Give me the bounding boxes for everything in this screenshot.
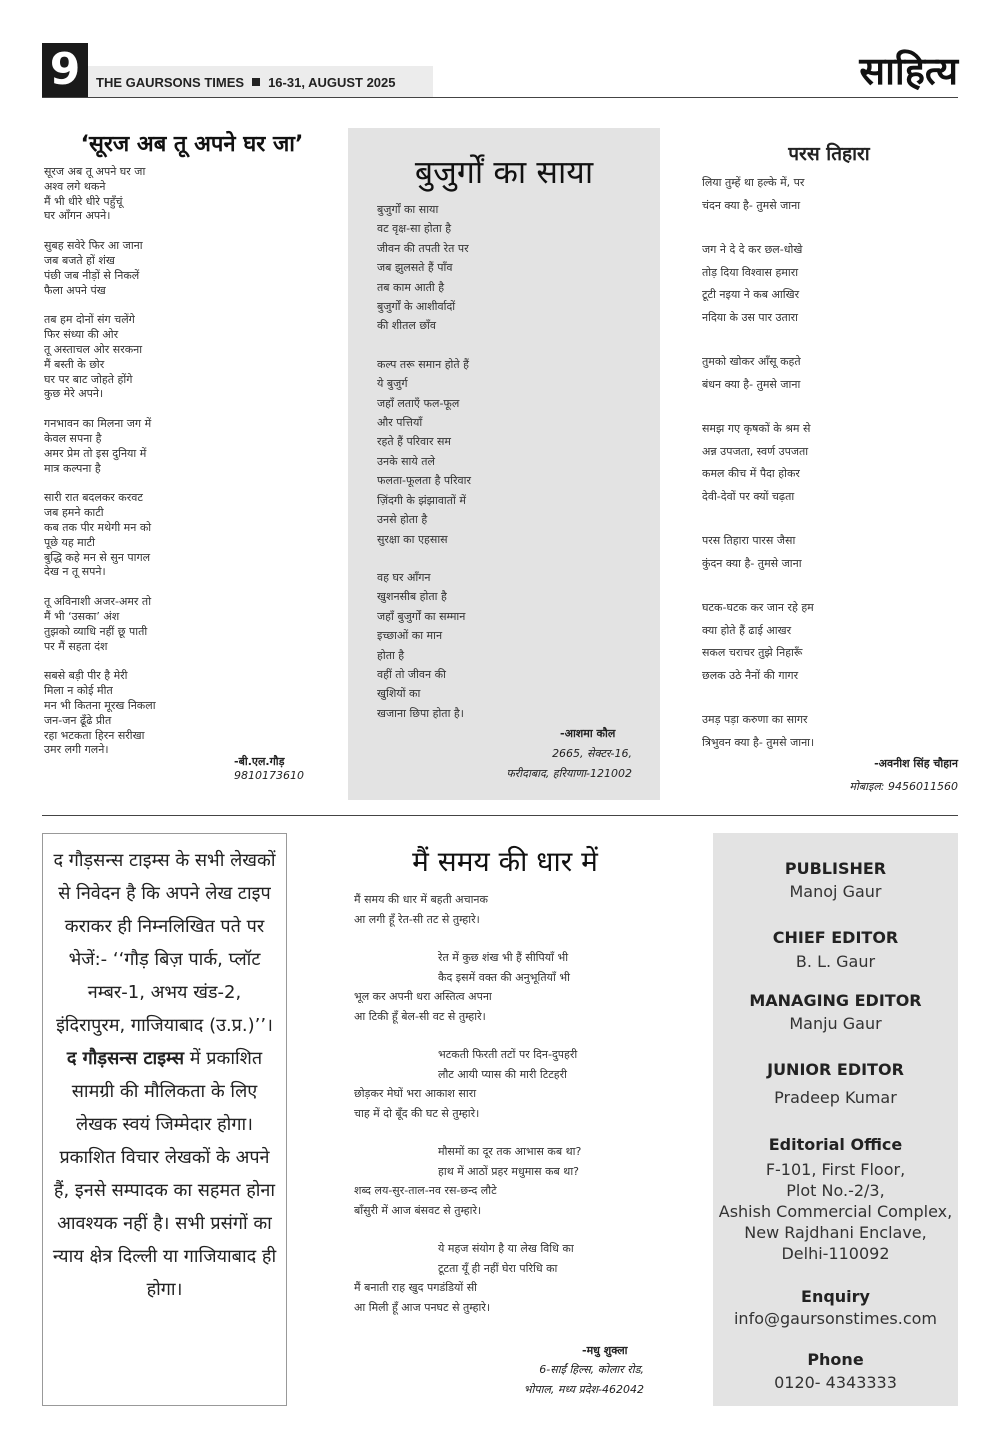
poem-line: तुमको खोकर आँसू कहते xyxy=(702,355,801,368)
poem-2-author: -आशमा कौल xyxy=(560,727,616,740)
poem-1-author: -बी.एल.गौड़ xyxy=(234,755,285,768)
poem-line: पंछी जब नीड़ों से निकलें xyxy=(44,268,140,282)
poem-line: उमर लगी गलने। xyxy=(44,743,109,757)
poem-line: उनके साये तले xyxy=(377,454,435,468)
poem-line: खजाना छिपा होता है। xyxy=(377,706,464,720)
phone-label: Phone xyxy=(807,1350,864,1369)
poem-line: मैं बस्ती के छोर xyxy=(44,357,105,371)
poem-line: पूछे यह माटी xyxy=(44,535,95,549)
poem-line: चाह में दो बूँद की घट से तुम्हारे। xyxy=(354,1106,480,1120)
poem-line: जब हमने काटी xyxy=(44,506,104,520)
poem-line: मात्र कल्पना है xyxy=(44,461,101,475)
poem-line: भूल कर अपनी धरा अस्तित्व अपना xyxy=(354,990,492,1003)
poem-3-body xyxy=(702,172,958,776)
poem-line: आ मिली हूँ आज पनघट से तुम्हारे। xyxy=(354,1300,490,1314)
poem-line: मिला न कोई मीत xyxy=(44,684,113,698)
poem-line: छलक उठे नैनों की गागर xyxy=(702,668,799,682)
poem-line: घर पर बाट जोहते होंगे xyxy=(44,372,133,386)
poem-line: जन-जन ढूँढे प्रीत xyxy=(44,713,112,727)
masthead xyxy=(96,75,396,90)
poem-line: मैं भी धीरे धीरे पहुँचूं xyxy=(44,194,123,208)
poem-line: वह घर आँगन xyxy=(377,570,431,584)
poem-line: ज़िंदगी के झंझावातों में xyxy=(377,493,466,507)
separator-square-icon xyxy=(252,78,260,86)
stanza xyxy=(354,1045,654,1123)
poem-line: मैं बनाती राह खुद पगडंडियों सी xyxy=(354,1281,478,1294)
stanza xyxy=(377,200,647,336)
poem-line: देवी-देवों पर क्यों चढ़ता xyxy=(702,489,795,503)
stanza xyxy=(702,239,958,329)
stanza xyxy=(44,239,334,298)
poem-line: परस तिहारा पारस जैसा xyxy=(702,534,796,547)
poem-line: नदिया के उस पार उतारा xyxy=(702,310,799,324)
office-line-1: F-101, First Floor, xyxy=(765,1160,906,1179)
poem-4-author: -मधु शुक्ला xyxy=(582,1344,628,1357)
poem-line: शब्द लय-सुर-ताल-नव रस-छन्द लौटे xyxy=(354,1184,497,1197)
stanza xyxy=(44,595,334,654)
poem-line: चंदन क्या है- तुमसे जाना xyxy=(702,198,801,212)
junior-editor-name: Pradeep Kumar xyxy=(774,1088,897,1107)
masthead-title: THE GAURSONS TIMES xyxy=(96,75,245,90)
poem-line: वट वृक्ष-सा होता है xyxy=(377,222,452,236)
editorial-office-label: Editorial Office xyxy=(768,1135,903,1154)
poem-1-title: ‘सूरज अब तू अपने घर जा’ xyxy=(80,132,304,157)
stanza xyxy=(354,890,654,929)
poem-2-body xyxy=(377,200,647,742)
poem-line: और पत्तियाँ xyxy=(377,416,423,430)
poem-line: टूटी नइया ने कब आखिर xyxy=(702,288,800,301)
poem-line: भटकती फिरती तटों पर दिन-दुपहरी xyxy=(438,1048,578,1061)
poem-line: इच्छाओं का मान xyxy=(377,629,443,643)
poem-line: हाथ में आठों प्रहर मधुमास कब था? xyxy=(438,1164,580,1178)
office-line-2: Plot No.-2/3, xyxy=(786,1181,885,1200)
poem-line: जब झुलसते हैं पाँव xyxy=(377,261,453,275)
issue-date: 16-31, AUGUST 2025 xyxy=(268,75,396,90)
poem-line: तोड़ दिया विश्वास हमारा xyxy=(702,265,799,279)
poem-3-contact: मोबाइल: 9456011560 xyxy=(849,780,958,793)
poem-line: की शीतल छाँव xyxy=(377,319,437,333)
stanza xyxy=(44,669,334,758)
publisher-box xyxy=(713,833,958,1406)
poem-line: रहा भटकता हिरन सरीखा xyxy=(44,728,145,742)
poem-line: बाँसुरी में आज बंसवट से तुम्हारे। xyxy=(354,1203,482,1217)
poem-line: सुरक्षा का एहसास xyxy=(377,532,448,546)
poem-line: फलता-फूलता है परिवार xyxy=(377,474,471,488)
notice-box xyxy=(42,833,287,1406)
managing-editor-name: Manju Gaur xyxy=(789,1014,882,1033)
poem-line: रेत में कुछ शंख भी हैं सीपियाँ भी xyxy=(438,951,569,964)
poem-line: उनसे होता है xyxy=(377,513,428,527)
stanza xyxy=(44,491,334,580)
publisher-name: Manoj Gaur xyxy=(789,882,882,901)
poem-line: तुझको व्याधि नहीं छू पाती xyxy=(44,624,148,638)
poem-line: फैला अपने पंख xyxy=(44,283,106,297)
stanza xyxy=(44,165,334,224)
poem-line: मैं समय की धार में बहती अचानक xyxy=(354,893,488,906)
poem-line: रहते हैं परिवार सम xyxy=(377,435,452,449)
chief-editor-label: CHIEF EDITOR xyxy=(772,928,899,947)
poem-1-contact: 9810173610 xyxy=(234,769,304,782)
poem-line: तू अस्ताचल ओर सरकना xyxy=(44,342,143,356)
poem-2-address-2: फरीदाबाद, हरियाणा-121002 xyxy=(506,767,632,780)
poem-line: जग ने दे दे कर छल-धोखे xyxy=(702,243,803,256)
stanza xyxy=(702,351,958,396)
poem-line: त्रिभुवन क्या है- तुमसे जाना। xyxy=(702,735,815,749)
poem-line: कब तक पीर मथेगी मन को xyxy=(44,520,152,534)
managing-editor-label: MANAGING EDITOR xyxy=(749,991,922,1010)
poem-line: अश्व लगे थकने xyxy=(44,179,106,193)
poem-line: खुशनसीब होता है xyxy=(377,590,447,604)
phone-number: 0120- 4343333 xyxy=(774,1373,897,1392)
page-number: 9 xyxy=(42,43,88,97)
poem-line: तू अविनाशी अजर-अमर तो xyxy=(44,595,152,609)
stanza xyxy=(377,355,647,549)
poem-3-title: परस तिहारा xyxy=(788,143,870,165)
poem-line: लौट आयी प्यास की मारी टिटहरी xyxy=(438,1067,567,1081)
poem-line: आ टिकी हूँ बेल-सी वट से तुम्हारे। xyxy=(354,1009,486,1023)
poem-line: सुबह सवेरे फिर आ जाना xyxy=(44,239,143,253)
poem-line: कल्प तरू समान होते हैं xyxy=(377,357,469,371)
poem-line: मौसमों का दूर तक आभास कब था? xyxy=(438,1145,582,1158)
poem-line: सूरज अब तू अपने घर जा xyxy=(44,165,146,178)
poem-2-address-1: 2665, सेक्टर-16, xyxy=(552,747,632,760)
poem-line: देख न तू सपने। xyxy=(44,565,106,579)
poem-1-body xyxy=(44,165,334,773)
poem-line: गनभावन का मिलना जग में xyxy=(44,417,152,431)
poem-line: वहीं तो जीवन की xyxy=(377,667,446,681)
poem-line: समझ गए कृषकों के श्रम से xyxy=(702,422,811,435)
notice-text-1: द गौड़सन्स टाइम्स के सभी लेखकों से निवेदन है कि अपने लेख टाइप कराकर ही निम्नलिखित पते पर भेजें:- ‘‘गौड़ बिज़ पार्क, प्लॉट नम्बर-1, अभय खंड-2, इंदिरापुरम, गाजियाबाद (उ.प्र.)’’। xyxy=(53,850,276,1036)
poem-line: उमड़ पड़ा करुणा का सागर xyxy=(702,713,808,726)
poem-line: कैद इसमें वक्त की अनुभूतियाँ भी xyxy=(438,970,570,984)
stanza xyxy=(354,948,654,1026)
poem-line: बुजुर्गों के आशीर्वादों xyxy=(377,300,456,314)
poem-line: मन भी कितना मूरख निकला xyxy=(44,698,156,712)
stanza xyxy=(377,568,647,723)
stanza xyxy=(702,418,958,508)
poem-line: घटक-घटक कर जान रहे हम xyxy=(702,601,814,614)
poem-line: आ लगी हूँ रेत-सी तट से तुम्हारे। xyxy=(354,912,480,926)
poem-line: तब हम दोनों संग चलेंगे xyxy=(44,313,135,327)
poem-line: क्या होते हैं ढाई आखर xyxy=(702,623,792,637)
notice-paper-name: द गौड़सन्स टाइम्स xyxy=(66,1048,185,1069)
enquiry-label: Enquiry xyxy=(801,1287,870,1306)
office-line-4: New Rajdhani Enclave, xyxy=(744,1223,927,1242)
poem-line: जब बजते हों शंख xyxy=(44,253,115,267)
poem-line: अमर प्रेम तो इस दुनिया में xyxy=(44,446,147,460)
poem-line: पर मैं सहता दंश xyxy=(44,639,108,653)
poem-line: अन्न उपजता, स्वर्ण उपजता xyxy=(702,444,809,458)
poem-line: कमल कीच में पैदा होकर xyxy=(702,467,800,480)
junior-editor-label: JUNIOR EDITOR xyxy=(767,1060,904,1079)
poem-4-address-2: भोपाल, मध्य प्रदेश-462042 xyxy=(523,1383,644,1396)
poem-line: जहाँ लताएँ फल-फूल xyxy=(377,396,460,410)
poem-line: खुशियों का xyxy=(377,687,421,701)
poem-4-body xyxy=(354,890,654,1336)
stanza xyxy=(354,1239,654,1317)
poem-line: बुजुर्गों का साया xyxy=(377,203,439,216)
stanza xyxy=(702,530,958,575)
poem-line: कुछ मेरे अपने। xyxy=(44,387,104,401)
poem-line: तब काम आती है xyxy=(377,280,445,294)
stanza xyxy=(44,313,334,402)
poem-line: ये बुजुर्ग xyxy=(377,377,408,391)
poem-line: टूटता यूँ ही नहीं घेरा परिधि का xyxy=(438,1261,558,1275)
poem-line: बंधन क्या है- तुमसे जाना xyxy=(702,377,801,391)
poem-line: बुद्धि कहे मन से सुन पागल xyxy=(44,550,151,564)
header-rule xyxy=(42,97,958,98)
poem-line: जहाँ बुजुर्गों का सम्मान xyxy=(377,609,466,623)
poem-line: केवल सपना है xyxy=(44,431,102,445)
office-line-5: Delhi-110092 xyxy=(781,1244,890,1263)
stanza xyxy=(44,417,334,476)
notice-text-2: में प्रकाशित सामग्री की मौलिकता के लिए लेखक स्वयं जिम्मेदार होगा। प्रकाशित विचार लेखकों के अपने हैं, इनसे सम्पादक का सहमत होना आवश्यक नहीं है। सभी प्रसंगों का न्याय क्षेत्र दिल्ली या गाजियाबाद ही होगा। xyxy=(52,1048,277,1300)
poem-line: छोड़कर मेघों भरा आकाश सारा xyxy=(354,1087,477,1100)
poem-line: कुंदन क्या है- तुमसे जाना xyxy=(702,556,802,570)
poem-3-author: -अवनीश सिंह चौहान xyxy=(874,757,958,770)
poem-line: सबसे बड़ी पीर है मेरी xyxy=(44,669,128,683)
poem-line: जीवन की तपती रेत पर xyxy=(377,241,469,255)
poem-line: ये महज संयोग है या लेख विधि का xyxy=(438,1242,574,1255)
poem-4-address-1: 6-साईं हिल्स, कोलार रोड, xyxy=(539,1363,644,1376)
chief-editor-name: B. L. Gaur xyxy=(795,952,876,971)
poem-line: सकल चराचर तुझे निहारूँ xyxy=(702,646,803,659)
stanza xyxy=(702,597,958,687)
poem-line: फिर संध्या की ओर xyxy=(44,328,119,342)
section-title: साहित्य xyxy=(859,48,958,93)
publisher-label: PUBLISHER xyxy=(784,859,887,878)
office-line-3: Ashish Commercial Complex, xyxy=(718,1202,953,1221)
poem-2-title: बुजुर्गों का साया xyxy=(414,153,594,191)
poem-line: सारी रात बदलकर करवट xyxy=(44,491,143,505)
stanza xyxy=(354,1142,654,1220)
poem-line: होता है xyxy=(377,648,405,662)
poem-4-title: मैं समय की धार में xyxy=(412,845,598,878)
enquiry-email: info@gaursonstimes.com xyxy=(733,1309,938,1328)
poem-line: घर आँगन अपने। xyxy=(44,209,111,223)
section-rule xyxy=(42,815,958,816)
stanza xyxy=(702,709,958,754)
poem-line: लिया तुम्हें था हल्के में, पर xyxy=(702,176,805,189)
stanza xyxy=(702,172,958,217)
poem-line: मैं भी ‘उसका’ अंश xyxy=(44,609,120,623)
